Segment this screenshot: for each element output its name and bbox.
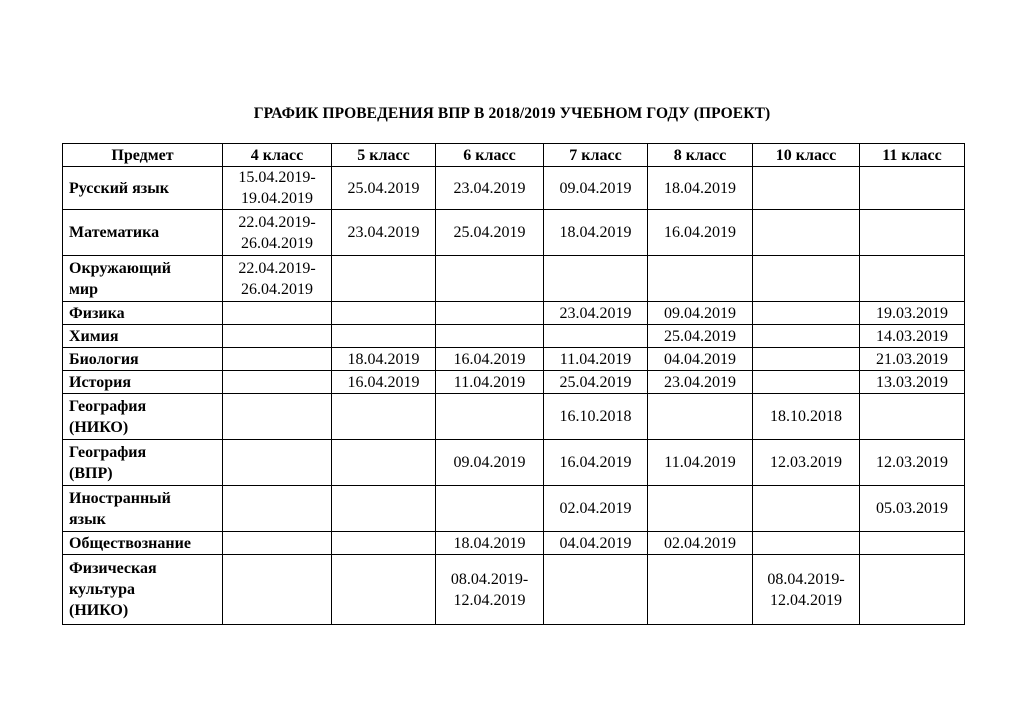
date-cell [223,302,332,325]
date-cell: 18.10.2018 [753,394,860,440]
date-cell [860,256,965,302]
date-cell: 25.04.2019 [544,371,648,394]
subject-cell: География (ВПР) [63,440,223,486]
subject-cell: Биология [63,348,223,371]
date-cell [544,555,648,625]
date-cell [753,325,860,348]
table-row [63,371,965,394]
date-cell [223,371,332,394]
date-cell [753,167,860,210]
table-row [63,302,965,325]
date-cell: 16.04.2019 [436,348,544,371]
subject-cell: Русский язык [63,167,223,210]
subject-cell: Математика [63,210,223,256]
date-cell: 23.04.2019 [648,371,753,394]
table-row [63,210,965,256]
schedule-table [62,143,965,625]
table-row [63,486,965,532]
header-grade-11: 11 класс [860,144,965,167]
date-cell [436,325,544,348]
table-row [63,394,965,440]
table-row [63,167,965,210]
date-cell: 11.04.2019 [544,348,648,371]
date-cell: 12.03.2019 [860,440,965,486]
subject-cell: Химия [63,325,223,348]
date-cell: 25.04.2019 [332,167,436,210]
date-cell: 22.04.2019- 26.04.2019 [223,210,332,256]
date-cell [753,371,860,394]
date-cell: 11.04.2019 [648,440,753,486]
date-cell [332,440,436,486]
header-grade-10: 10 класс [753,144,860,167]
date-cell [223,555,332,625]
date-cell: 16.04.2019 [648,210,753,256]
date-cell [648,256,753,302]
subject-cell: История [63,371,223,394]
date-cell [753,256,860,302]
date-cell: 09.04.2019 [436,440,544,486]
header-grade-4: 4 класс [223,144,332,167]
date-cell [753,348,860,371]
subject-cell: Физика [63,302,223,325]
date-cell [753,486,860,532]
date-cell [436,486,544,532]
date-cell: 12.03.2019 [753,440,860,486]
header-grade-7: 7 класс [544,144,648,167]
date-cell: 08.04.2019- 12.04.2019 [436,555,544,625]
subject-cell: География (НИКО) [63,394,223,440]
date-cell: 25.04.2019 [436,210,544,256]
date-cell [332,394,436,440]
schedule-body [63,167,965,625]
date-cell [223,348,332,371]
date-cell [860,532,965,555]
date-cell: 23.04.2019 [544,302,648,325]
date-cell: 16.04.2019 [332,371,436,394]
date-cell: 08.04.2019- 12.04.2019 [753,555,860,625]
subject-cell: Иностранный язык [63,486,223,532]
subject-cell: Обществознание [63,532,223,555]
date-cell: 18.04.2019 [544,210,648,256]
subject-cell: Окружающий мир [63,256,223,302]
date-cell [436,302,544,325]
date-cell [332,256,436,302]
date-cell [860,167,965,210]
table-row [63,256,965,302]
date-cell: 11.04.2019 [436,371,544,394]
header-grade-8: 8 класс [648,144,753,167]
date-cell: 21.03.2019 [860,348,965,371]
date-cell: 02.04.2019 [544,486,648,532]
date-cell [332,555,436,625]
date-cell [223,532,332,555]
date-cell [544,256,648,302]
date-cell [648,486,753,532]
table-row [63,325,965,348]
date-cell [753,302,860,325]
subject-cell: Физическая культура (НИКО) [63,555,223,625]
table-row [63,532,965,555]
date-cell [436,256,544,302]
date-cell: 02.04.2019 [648,532,753,555]
date-cell: 18.04.2019 [332,348,436,371]
table-row [63,555,965,625]
date-cell: 15.04.2019- 19.04.2019 [223,167,332,210]
header-subject: Предмет [63,144,223,167]
date-cell [860,394,965,440]
date-cell [544,325,648,348]
date-cell [223,394,332,440]
table-row [63,440,965,486]
date-cell: 18.04.2019 [648,167,753,210]
date-cell: 19.03.2019 [860,302,965,325]
date-cell: 05.03.2019 [860,486,965,532]
date-cell: 25.04.2019 [648,325,753,348]
date-cell: 16.10.2018 [544,394,648,440]
date-cell: 16.04.2019 [544,440,648,486]
header-row [63,144,965,167]
date-cell [436,394,544,440]
date-cell [332,532,436,555]
date-cell: 13.03.2019 [860,371,965,394]
date-cell: 04.04.2019 [544,532,648,555]
date-cell [648,555,753,625]
table-row [63,348,965,371]
date-cell [223,440,332,486]
date-cell [332,302,436,325]
date-cell: 23.04.2019 [436,167,544,210]
date-cell: 23.04.2019 [332,210,436,256]
date-cell: 22.04.2019- 26.04.2019 [223,256,332,302]
date-cell [648,394,753,440]
date-cell [223,486,332,532]
date-cell: 04.04.2019 [648,348,753,371]
document-title: ГРАФИК ПРОВЕДЕНИЯ ВПР В 2018/2019 УЧЕБНОМ ГОДУ (ПРОЕКТ) [253,105,771,122]
date-cell: 14.03.2019 [860,325,965,348]
date-cell: 18.04.2019 [436,532,544,555]
date-cell [753,532,860,555]
header-grade-5: 5 класс [332,144,436,167]
date-cell: 09.04.2019 [648,302,753,325]
header-grade-6: 6 класс [436,144,544,167]
date-cell [860,555,965,625]
date-cell [860,210,965,256]
date-cell [332,486,436,532]
date-cell [223,325,332,348]
date-cell [753,210,860,256]
date-cell [332,325,436,348]
date-cell: 09.04.2019 [544,167,648,210]
